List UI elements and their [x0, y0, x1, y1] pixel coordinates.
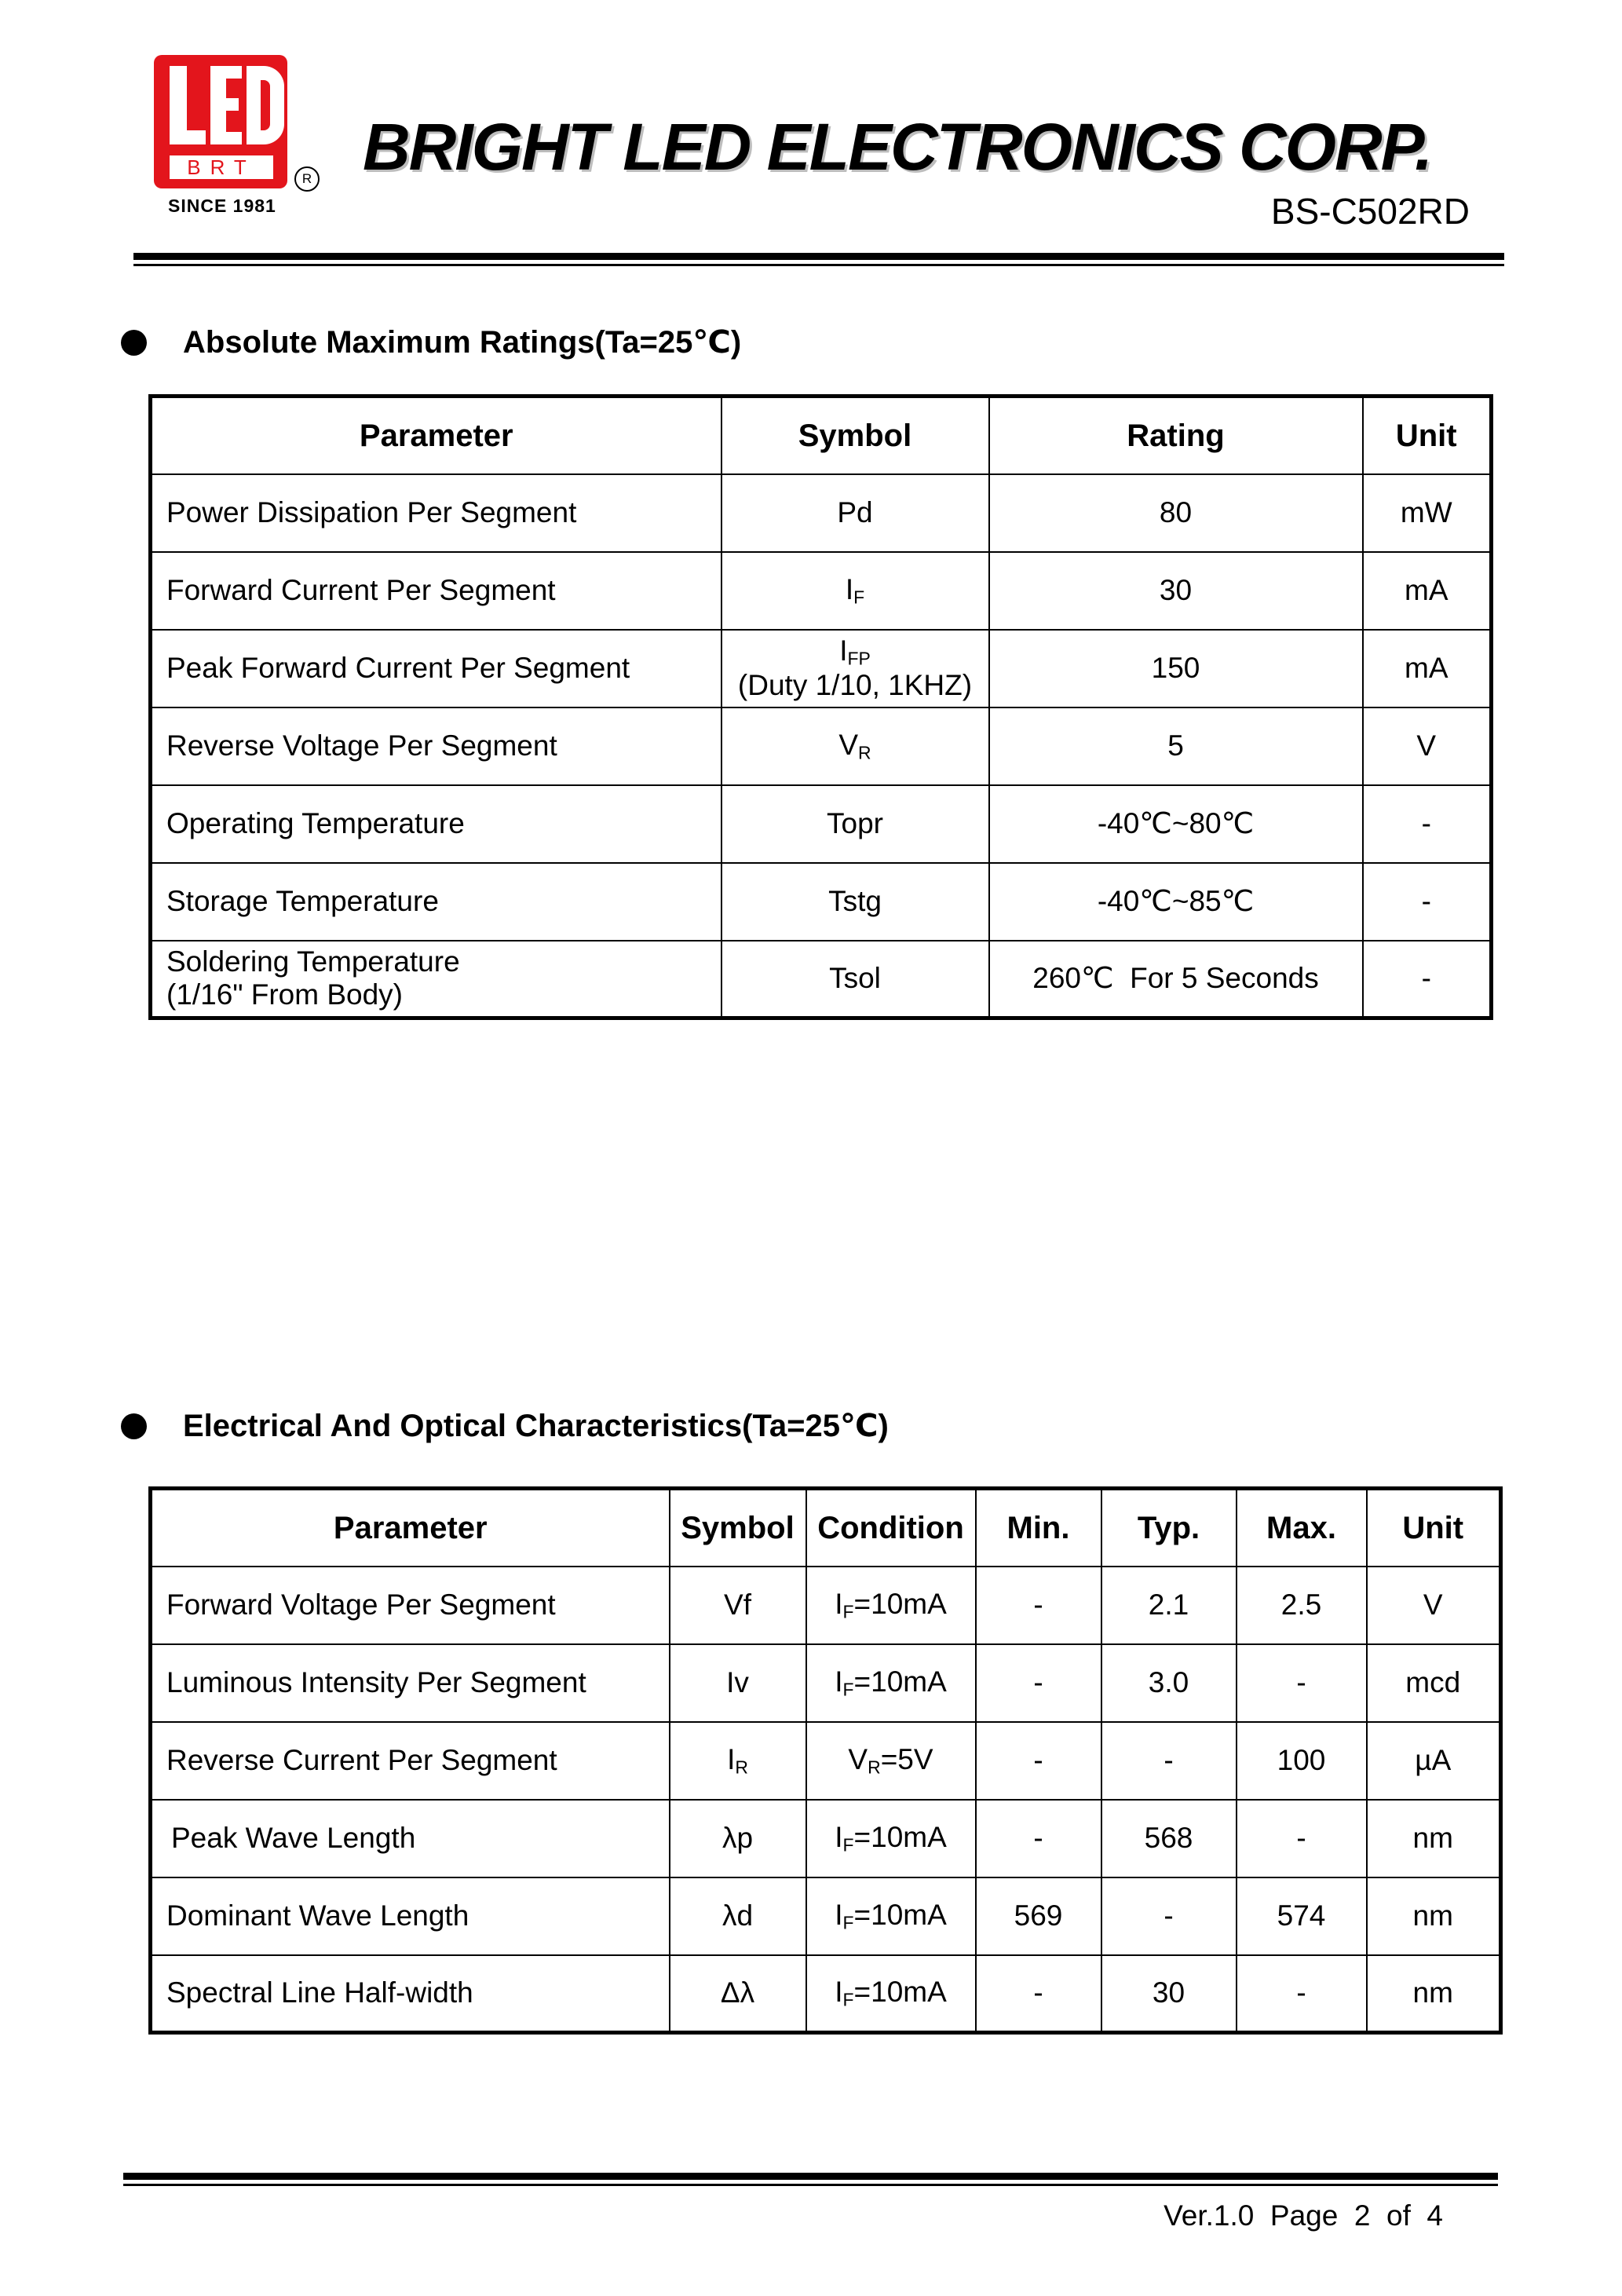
- header-rule: [133, 253, 1504, 260]
- condition-subscript: F: [842, 1912, 854, 1933]
- unit-cell: mcd: [1367, 1644, 1501, 1722]
- parameter-cell: Peak Forward Current Per Segment: [151, 630, 721, 707]
- symbol-main: V: [838, 728, 859, 761]
- condition-subscript: F: [842, 1834, 854, 1855]
- rating-cell: 260℃ For 5 Seconds: [989, 941, 1363, 1018]
- header-symbol: Symbol: [670, 1489, 806, 1567]
- condition-main: I: [835, 1587, 843, 1620]
- model-number: BS-C502RD: [1270, 191, 1470, 232]
- symbol-cell: Δλ: [670, 1955, 806, 2033]
- unit-cell: -: [1363, 785, 1492, 863]
- max-cell: -: [1237, 1955, 1367, 2033]
- header-min: Min.: [976, 1489, 1101, 1567]
- condition-value: =10mA: [853, 1665, 947, 1698]
- table-row: [151, 1877, 1501, 1955]
- condition-subscript: F: [842, 1679, 854, 1700]
- typ-cell: -: [1101, 1722, 1237, 1800]
- typ-cell: -: [1101, 1877, 1237, 1955]
- condition-main: I: [835, 1898, 843, 1931]
- table-row: [151, 1800, 1501, 1877]
- symbol-subscript: FP: [847, 648, 871, 669]
- condition-main: V: [848, 1742, 868, 1775]
- condition-cell: [806, 1644, 976, 1722]
- condition-value: =10mA: [853, 1976, 947, 2009]
- symbol-main: I: [845, 572, 854, 605]
- table-header-row: [151, 397, 1492, 474]
- parameter-line: Soldering Temperature: [166, 945, 460, 978]
- condition-value: =10mA: [853, 1820, 947, 1853]
- unit-cell: mW: [1363, 474, 1492, 552]
- symbol-main: I: [727, 1742, 736, 1775]
- page-footer: Ver.1.0 Page 2 of 4: [1164, 2199, 1443, 2232]
- unit-cell: V: [1367, 1567, 1501, 1644]
- section-title-ratings: Absolute Maximum Ratings(Ta=25℃): [183, 325, 742, 360]
- min-cell: -: [976, 1722, 1101, 1800]
- header-typ: Typ.: [1101, 1489, 1237, 1567]
- table-row: [151, 863, 1492, 941]
- symbol-cell: [721, 552, 989, 630]
- condition-main: I: [835, 1820, 843, 1853]
- unit-cell: nm: [1367, 1800, 1501, 1877]
- max-cell: 574: [1237, 1877, 1367, 1955]
- logo-brand-text: BRT: [187, 155, 256, 179]
- table-row: [151, 941, 1492, 1018]
- condition-value: =10mA: [853, 1587, 947, 1620]
- footer-rule: [123, 2173, 1498, 2180]
- header-symbol: Symbol: [721, 397, 989, 474]
- symbol-subscript: R: [858, 742, 871, 763]
- condition-main: I: [835, 1665, 843, 1698]
- table-row: [151, 1955, 1501, 2033]
- header-unit: Unit: [1363, 397, 1492, 474]
- section-title-characteristics: Electrical And Optical Characteristics(Ta=25℃): [183, 1409, 889, 1443]
- table-header-row: [151, 1489, 1501, 1567]
- min-cell: -: [976, 1955, 1101, 2033]
- typ-cell: 568: [1101, 1800, 1237, 1877]
- rating-cell: 80: [989, 474, 1363, 552]
- table-row: [151, 474, 1492, 552]
- condition-value: =10mA: [853, 1898, 947, 1931]
- min-cell: -: [976, 1567, 1101, 1644]
- symbol-cell: λp: [670, 1800, 806, 1877]
- rating-cell: 30: [989, 552, 1363, 630]
- rating-cell: -40℃~80℃: [989, 785, 1363, 863]
- min-cell: -: [976, 1644, 1101, 1722]
- header-max: Max.: [1237, 1489, 1367, 1567]
- unit-cell: µA: [1367, 1722, 1501, 1800]
- header-condition: Condition: [806, 1489, 976, 1567]
- table-row: [151, 785, 1492, 863]
- condition-subscript: F: [842, 1601, 854, 1622]
- header-unit: Unit: [1367, 1489, 1501, 1567]
- rating-cell: -40℃~85℃: [989, 863, 1363, 941]
- section-bullet-icon: [121, 1413, 147, 1439]
- condition-subscript: R: [868, 1757, 881, 1778]
- typ-cell: 30: [1101, 1955, 1237, 2033]
- unit-cell: nm: [1367, 1877, 1501, 1955]
- unit-cell: mA: [1363, 552, 1492, 630]
- condition-value: =5V: [880, 1742, 933, 1775]
- electrical-optical-table: [148, 1486, 1503, 2035]
- parameter-cell: [151, 941, 721, 1018]
- symbol-cell: [721, 707, 989, 785]
- symbol-cell: [721, 630, 989, 707]
- symbol-subscript: R: [735, 1757, 748, 1778]
- unit-cell: -: [1363, 863, 1492, 941]
- header-rating: Rating: [989, 397, 1363, 474]
- parameter-cell: Power Dissipation Per Segment: [151, 474, 721, 552]
- rating-cell: 5: [989, 707, 1363, 785]
- absolute-max-ratings-table: [148, 394, 1493, 1020]
- parameter-cell: Operating Temperature: [151, 785, 721, 863]
- parameter-cell: Peak Wave Length: [151, 1800, 670, 1877]
- parameter-cell: Luminous Intensity Per Segment: [151, 1644, 670, 1722]
- parameter-cell: Forward Current Per Segment: [151, 552, 721, 630]
- table-row: [151, 707, 1492, 785]
- header-parameter: Parameter: [151, 1489, 670, 1567]
- unit-cell: -: [1363, 941, 1492, 1018]
- condition-main: I: [835, 1976, 843, 2009]
- condition-cell: [806, 1955, 976, 2033]
- company-name: BRIGHT LED ELECTRONICS CORP.: [363, 110, 1432, 184]
- symbol-cell: Vf: [670, 1567, 806, 1644]
- since-label: SINCE 1981: [168, 196, 276, 216]
- parameter-cell: Forward Voltage Per Segment: [151, 1567, 670, 1644]
- typ-cell: 2.1: [1101, 1567, 1237, 1644]
- symbol-main: I: [839, 634, 848, 667]
- registered-mark-icon: R: [294, 166, 320, 192]
- symbol-cell: Iv: [670, 1644, 806, 1722]
- symbol-cell: Pd: [721, 474, 989, 552]
- header-rule-thin: [133, 264, 1504, 266]
- table-row: [151, 630, 1492, 707]
- unit-cell: V: [1363, 707, 1492, 785]
- symbol-cell: Tstg: [721, 863, 989, 941]
- table-row: [151, 552, 1492, 630]
- condition-cell: [806, 1567, 976, 1644]
- condition-subscript: F: [842, 1989, 854, 2010]
- min-cell: -: [976, 1800, 1101, 1877]
- symbol-cell: [670, 1722, 806, 1800]
- condition-cell: [806, 1877, 976, 1955]
- parameter-cell: Reverse Current Per Segment: [151, 1722, 670, 1800]
- parameter-cell: Spectral Line Half-width: [151, 1955, 670, 2033]
- unit-cell: mA: [1363, 630, 1492, 707]
- typ-cell: 3.0: [1101, 1644, 1237, 1722]
- max-cell: -: [1237, 1644, 1367, 1722]
- max-cell: 100: [1237, 1722, 1367, 1800]
- min-cell: 569: [976, 1877, 1101, 1955]
- table-row: [151, 1722, 1501, 1800]
- parameter-cell: Dominant Wave Length: [151, 1877, 670, 1955]
- symbol-subscript: F: [853, 587, 865, 608]
- company-logo: [154, 55, 308, 193]
- unit-cell: nm: [1367, 1955, 1501, 2033]
- parameter-cell: Storage Temperature: [151, 863, 721, 941]
- max-cell: 2.5: [1237, 1567, 1367, 1644]
- section-bullet-icon: [121, 330, 147, 356]
- rating-cell: 150: [989, 630, 1363, 707]
- symbol-cell: λd: [670, 1877, 806, 1955]
- symbol-cell: Tsol: [721, 941, 989, 1018]
- symbol-cell: Topr: [721, 785, 989, 863]
- symbol-note: (Duty 1/10, 1KHZ): [737, 668, 973, 701]
- condition-cell: [806, 1800, 976, 1877]
- parameter-line: (1/16" From Body): [166, 978, 404, 1011]
- max-cell: -: [1237, 1800, 1367, 1877]
- footer-rule-thin: [123, 2184, 1498, 2186]
- table-row: [151, 1567, 1501, 1644]
- header-parameter: Parameter: [151, 397, 721, 474]
- condition-cell: [806, 1722, 976, 1800]
- parameter-cell: Reverse Voltage Per Segment: [151, 707, 721, 785]
- table-row: [151, 1644, 1501, 1722]
